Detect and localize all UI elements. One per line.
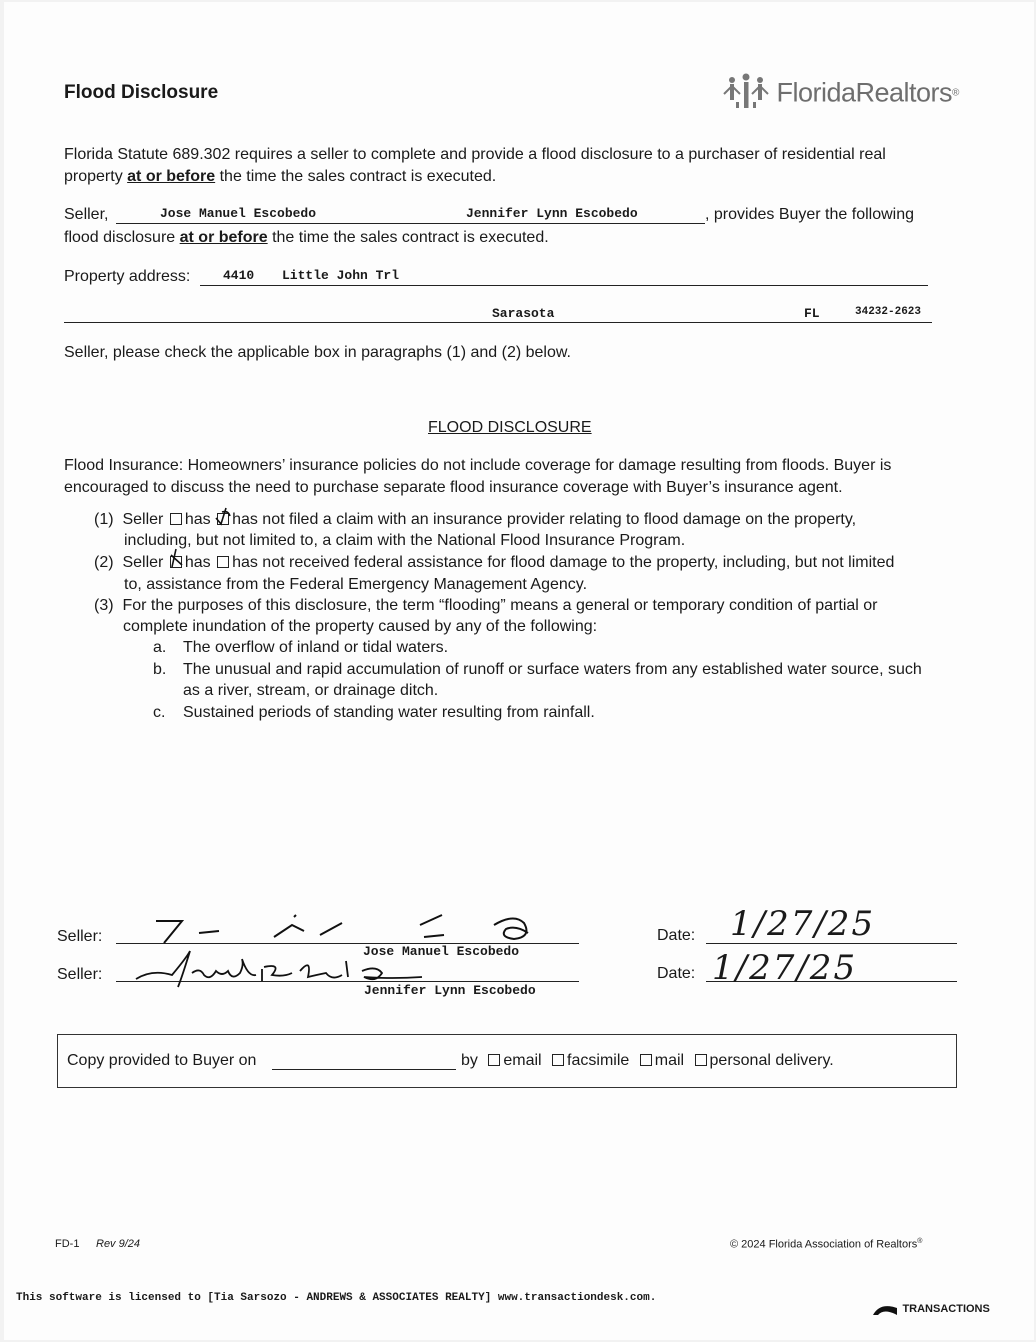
item-3c-text: Sustained periods of standing water resulting from rainfall. — [183, 704, 595, 721]
instruction-text: Seller, please check the applicable box in paragraphs (1) and (2) below. — [64, 344, 571, 361]
seller-2-label: Seller: — [57, 966, 103, 983]
item-3c-label: c. — [153, 704, 166, 721]
florida-realtors-logo: FloridaRealtors® — [722, 72, 959, 114]
item-3a-label: a. — [153, 639, 167, 656]
item-2: (2) Seller has has not received federal assistance for flood damage to the property, including, but not limited — [94, 554, 894, 572]
seller-1-label: Seller: — [57, 928, 103, 945]
item-3a-text: The overflow of inland or tidal waters. — [183, 639, 449, 656]
property-label: Property address: — [64, 268, 191, 285]
item-2-has-checkbox[interactable] — [170, 556, 182, 568]
insurance-text-2: encouraged to discuss the need to purchase separate flood insurance coverage with Buyer’s insurance agent. — [64, 479, 843, 496]
property-line-2 — [64, 322, 932, 323]
item-1-has-not-checkbox[interactable] — [217, 513, 229, 525]
copyright: © 2024 Florida Association of Realtors® — [730, 1238, 923, 1251]
transactions-logo: TRANSACTIONS — [872, 1300, 990, 1318]
date-1-value[interactable]: 1/27/25 — [730, 904, 876, 944]
item-3b-label: b. — [153, 661, 167, 678]
section-title: FLOOD DISCLOSURE — [428, 419, 592, 436]
copy-options: by email facsimile mail personal delivery. — [461, 1052, 834, 1069]
property-state: FL — [804, 306, 820, 321]
date-1-label: Date: — [657, 927, 696, 944]
email-checkbox[interactable] — [488, 1054, 500, 1066]
statute-text-2: property at or before the time the sales contract is executed. — [64, 168, 497, 185]
property-number: 4410 — [223, 268, 255, 283]
date-2-label: Date: — [657, 965, 696, 982]
seller-line-2: flood disclosure at or before the time the sales contract is executed. — [64, 229, 549, 246]
copy-provided-text: Copy provided to Buyer on — [67, 1052, 257, 1069]
personal-delivery-checkbox[interactable] — [695, 1054, 707, 1066]
seller-1-printed-name: Jose Manuel Escobedo — [363, 944, 520, 959]
seller-name-line — [116, 223, 705, 224]
property-line-1 — [200, 285, 928, 286]
facsimile-checkbox[interactable] — [552, 1054, 564, 1066]
item-1: (1) Seller has has not filed a claim with an insurance provider relating to flood damage on the property, — [94, 511, 856, 529]
date-2-value[interactable]: 1/27/25 — [712, 948, 858, 988]
seller-1-signature[interactable] — [144, 907, 564, 947]
item-2-has-not-checkbox[interactable] — [217, 556, 229, 568]
check-x-icon — [168, 547, 186, 569]
seller-lead: Seller, — [64, 206, 109, 223]
seller-1-name: Jose Manuel Escobedo — [160, 206, 317, 221]
item-3-line-2: complete inundation of the property caused by any of the following: — [123, 618, 598, 635]
property-zip: 34232-2623 — [855, 306, 922, 318]
copy-date-line[interactable] — [272, 1069, 456, 1070]
seller-trail: , provides Buyer the following — [705, 206, 914, 223]
transactions-arc-icon — [872, 1302, 898, 1316]
license-text: This software is licensed to [Tia Sarsozo - ANDREWS & ASSOCIATES REALTY] www.transactiondesk.com. — [16, 1292, 657, 1304]
page-title: Flood Disclosure — [64, 82, 219, 103]
seller-2-name: Jennifer Lynn Escobedo — [466, 206, 638, 221]
realtors-people-icon — [722, 72, 772, 114]
statute-text: Florida Statute 689.302 requires a seller to complete and provide a flood disclosure to a purchaser of residential real — [64, 146, 886, 163]
document-page — [4, 2, 1034, 1340]
property-city: Sarasota — [492, 306, 555, 321]
item-1-line-2: including, but not limited to, a claim with the National Flood Insurance Program. — [124, 532, 686, 549]
item-2-line-2: to, assistance from the Federal Emergency Management Agency. — [124, 576, 588, 593]
seller-2-printed-name: Jennifer Lynn Escobedo — [364, 983, 536, 998]
item-3b-text: The unusual and rapid accumulation of runoff or surface waters from any established water source, such — [183, 661, 922, 678]
item-3: (3) For the purposes of this disclosure, the term “flooding” means a general or temporary condition of partial or — [94, 597, 878, 614]
form-revision: Rev 9/24 — [96, 1238, 141, 1250]
form-id: FD-1 — [55, 1238, 80, 1250]
item-1-has-checkbox[interactable] — [170, 513, 182, 525]
insurance-text-1: Flood Insurance: Homeowners’ insurance policies do not include coverage for damage resulting from floods. Buyer is — [64, 457, 892, 474]
property-street: Little John Trl — [282, 268, 400, 283]
item-3b-text-2: as a river, stream, or drainage ditch. — [183, 682, 439, 699]
checkmark-icon — [214, 504, 234, 526]
mail-checkbox[interactable] — [640, 1054, 652, 1066]
brand-name: FloridaRealtors — [776, 77, 953, 108]
